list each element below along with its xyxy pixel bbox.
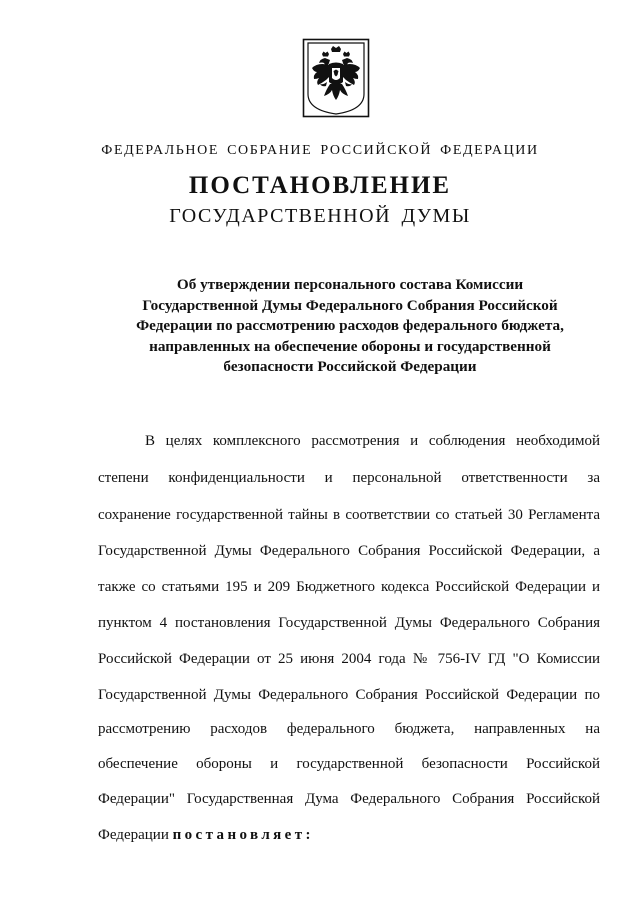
document-heading — [100, 275, 600, 378]
body-line: Федерации" Государственная Дума Федерального Собрания Российской — [98, 791, 600, 807]
final-line-prefix: Федерации — [98, 827, 169, 843]
federal-assembly-label: ФЕДЕРАЛЬНОЕ СОБРАНИЕ РОССИЙСКОЙ ФЕДЕРАЦИИ — [101, 143, 539, 158]
body-line: В целях комплексного рассмотрения и соблюдения необходимой — [145, 433, 600, 449]
body-line: Государственной Думы Федерального Собрания Российской Федерации по — [98, 687, 600, 703]
heading-line: Об утверждении персонального состава Комиссии — [176, 276, 524, 293]
heading-line: Федерации по рассмотрению расходов федерального бюджета, — [136, 317, 564, 334]
issuer-subtitle: ГОСУДАРСТВЕННОЙ ДУМЫ — [169, 205, 471, 227]
resolution-verb: постановляет: — [172, 827, 314, 843]
body-line: сохранение государственной тайны в соответствии со статьей 30 Регламента — [98, 507, 600, 523]
body-line: степени конфиденциальности и персональной ответственности за — [98, 470, 600, 486]
body-line: пунктом 4 постановления Государственной Думы Федерального Собрания — [98, 615, 600, 631]
heading-line: направленных на обеспечение обороны и государственной — [149, 337, 551, 355]
body-line: также со статьями 195 и 209 Бюджетного кодекса Российской Федерации и — [98, 579, 600, 595]
body-final-line — [98, 826, 600, 844]
heading-line: Государственной Думы Федерального Собрания Российской — [142, 296, 558, 314]
document-type-title: ПОСТАНОВЛЕНИЕ — [188, 172, 452, 199]
heading-line: безопасности Российской Федерации — [223, 358, 477, 375]
body-line: Государственной Думы Федерального Собрания Российской Федерации, а — [98, 543, 600, 559]
body-line: обеспечение обороны и государственной безопасности Российской — [98, 756, 600, 772]
body-line: Российской Федерации от 25 июня 2004 года № 756-IV ГД "О Комиссии — [98, 651, 600, 667]
double-headed-eagle-icon — [302, 38, 370, 118]
coat-of-arms-emblem — [302, 38, 370, 118]
body-line: рассмотрению расходов федерального бюджета, направленных на — [98, 721, 600, 737]
